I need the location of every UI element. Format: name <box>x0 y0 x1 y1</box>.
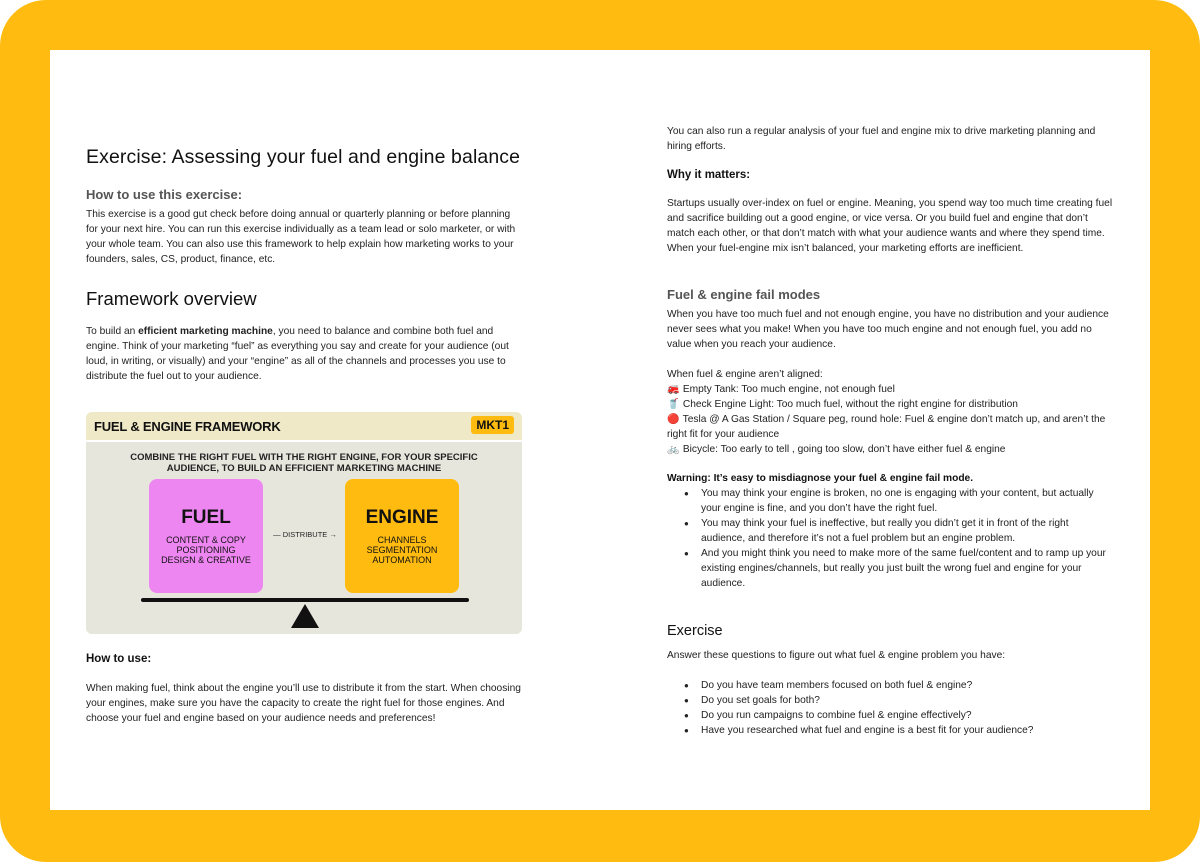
question-item: ● Have you researched what fuel and engine is a best fit for your audience? <box>667 723 1113 738</box>
fail-mode-text: Tesla @ A Gas Station / Square peg, round hole: Fuel & engine don’t match up, and aren’t the right fit for your audience <box>667 414 1106 440</box>
fail-mode-item <box>667 442 1113 457</box>
engine-item: SEGMENTATION <box>366 545 438 555</box>
bicycle-icon: 🚲 <box>667 444 680 455</box>
fuel-engine-framework-figure <box>86 412 522 634</box>
red-circle-icon: 🔴 <box>667 414 680 425</box>
exercise-intro: Answer these questions to figure out what fuel & engine problem you have: <box>667 650 1006 661</box>
fail-mode-item <box>667 397 1113 412</box>
fail-mode-text: Bicycle: Too early to tell , going too slow, don’t have either fuel & engine <box>682 444 1006 455</box>
engine-items <box>345 535 459 565</box>
warning-text: Warning: It’s easy to misdiagnose your fuel & engine fail mode. <box>667 473 974 484</box>
question-item: ● Do you set goals for both? <box>667 693 1113 708</box>
how-to-use-text: When making fuel, think about the engine you’ll use to distribute it from the start. When choosing your engines, make sure you have the capacity to create the right fuel for those engines. And choose your fuel and engine based on your audience needs and preferences! <box>86 683 521 724</box>
how-to-use-exercise-text: This exercise is a good gut check before doing annual or quarterly planning or before planning for your next hire. You can run this exercise individually as a team lead or solo marketer, or with your whole team. You can also use this framework to help explain how marketing works to your founders, sales, CS, product, finance, etc. <box>86 209 516 265</box>
figure-header <box>86 412 522 442</box>
cup-icon: 🥤 <box>667 399 680 410</box>
balance-pivot-icon <box>291 604 319 628</box>
engine-item: AUTOMATION <box>372 555 432 565</box>
how-to-use-exercise-heading: How to use this exercise: <box>86 187 243 202</box>
page-title: Exercise: Assessing your fuel and engine balance <box>86 146 521 168</box>
fail-mode-item <box>667 412 1113 442</box>
fuel-label: FUEL <box>181 507 231 528</box>
fuel-box <box>149 479 263 593</box>
engine-item: CHANNELS <box>377 535 427 545</box>
fire-truck-icon: 🚒 <box>667 384 680 395</box>
balance-beam <box>141 598 469 602</box>
fail-mode-text: Empty Tank: Too much engine, not enough fuel <box>682 384 895 395</box>
question-item: ● Do you run campaigns to combine fuel & engine effectively? <box>667 708 1113 723</box>
warning-item: ● You may think your fuel is ineffective, but really you didn’t get it in front of the right audience, and therefore it’s not a fuel problem but an engine problem. <box>667 516 1113 546</box>
fuel-item: DESIGN & CREATIVE <box>161 555 251 565</box>
fail-modes-heading: Fuel & engine fail modes <box>667 287 821 302</box>
fuel-items <box>149 535 263 565</box>
framework-overview-text <box>86 324 526 384</box>
fuel-item: CONTENT & COPY <box>166 535 246 545</box>
fail-modes-list <box>667 367 1113 457</box>
why-it-matters-heading: Why it matters: <box>667 169 751 181</box>
framework-text-bold: efficient marketing machine <box>138 326 273 337</box>
fuel-item: POSITIONING <box>176 545 236 555</box>
fail-modes-text: When you have too much fuel and not enough engine, you have no distribution and your audience never sees what you make! When you have too much engine and not enough fuel, you add no value when you reach your audience. <box>667 309 1109 350</box>
question-item: ● Do you have team members focused on both fuel & engine? <box>667 678 1113 693</box>
framework-overview-heading: Framework overview <box>86 288 257 309</box>
intro-text: You can also run a regular analysis of your fuel and engine mix to drive marketing planning and hiring efforts. <box>667 126 1096 152</box>
framework-text-start: To build an <box>86 326 139 337</box>
exercise-heading: Exercise <box>667 623 723 639</box>
framework-text-end: , you need to balance and combine both fuel and engine. Think of your marketing “fuel” as everything you say and create for your audience (out loud, in writing, or visually) and your “engine” as all of the channels and processes you use to distribute the fuel out to your audience. <box>86 326 509 382</box>
figure-title: FUEL & ENGINE FRAMEWORK <box>94 419 281 434</box>
aligned-intro: When fuel & engine aren’t aligned: <box>667 369 823 380</box>
document-page <box>50 50 1150 810</box>
distribute-arrow: — DISTRIBUTE → <box>273 530 337 539</box>
why-it-matters-text: Startups usually over-index on fuel or engine. Meaning, you spend way too much time creating fuel and sacrifice building out a good engine, or vice versa. Or you build fuel and engine that don’t match each other, or that don’t match with what your audience wants and where they spend time. When your fuel-engine mix isn’t balanced, your marketing efforts are inefficient. <box>667 198 1113 254</box>
fail-mode-item <box>667 382 1113 397</box>
warning-list <box>667 486 1113 591</box>
figure-subtitle: COMBINE THE RIGHT FUEL WITH THE RIGHT ENGINE, FOR YOUR SPECIFIC AUDIENCE, TO BUILD AN EFFICIENT MARKETING MACHINE <box>130 452 478 474</box>
warning-item: ● And you might think you need to make more of the same fuel/content and to ramp up your existing engines/channels, but really you just built the wrong fuel and engine for your audience. <box>667 546 1113 591</box>
fail-mode-text: Check Engine Light: Too much fuel, without the right engine for distribution <box>682 399 1018 410</box>
warning-item: ● You may think your engine is broken, no one is engaging with your content, but actually your engine is fine, and you don’t have the right fuel. <box>667 486 1113 516</box>
how-to-use-heading: How to use: <box>86 653 152 665</box>
engine-box <box>345 479 459 593</box>
mkt1-badge: MKT1 <box>471 416 514 434</box>
questions-list <box>667 678 1113 738</box>
engine-label: ENGINE <box>365 507 439 528</box>
